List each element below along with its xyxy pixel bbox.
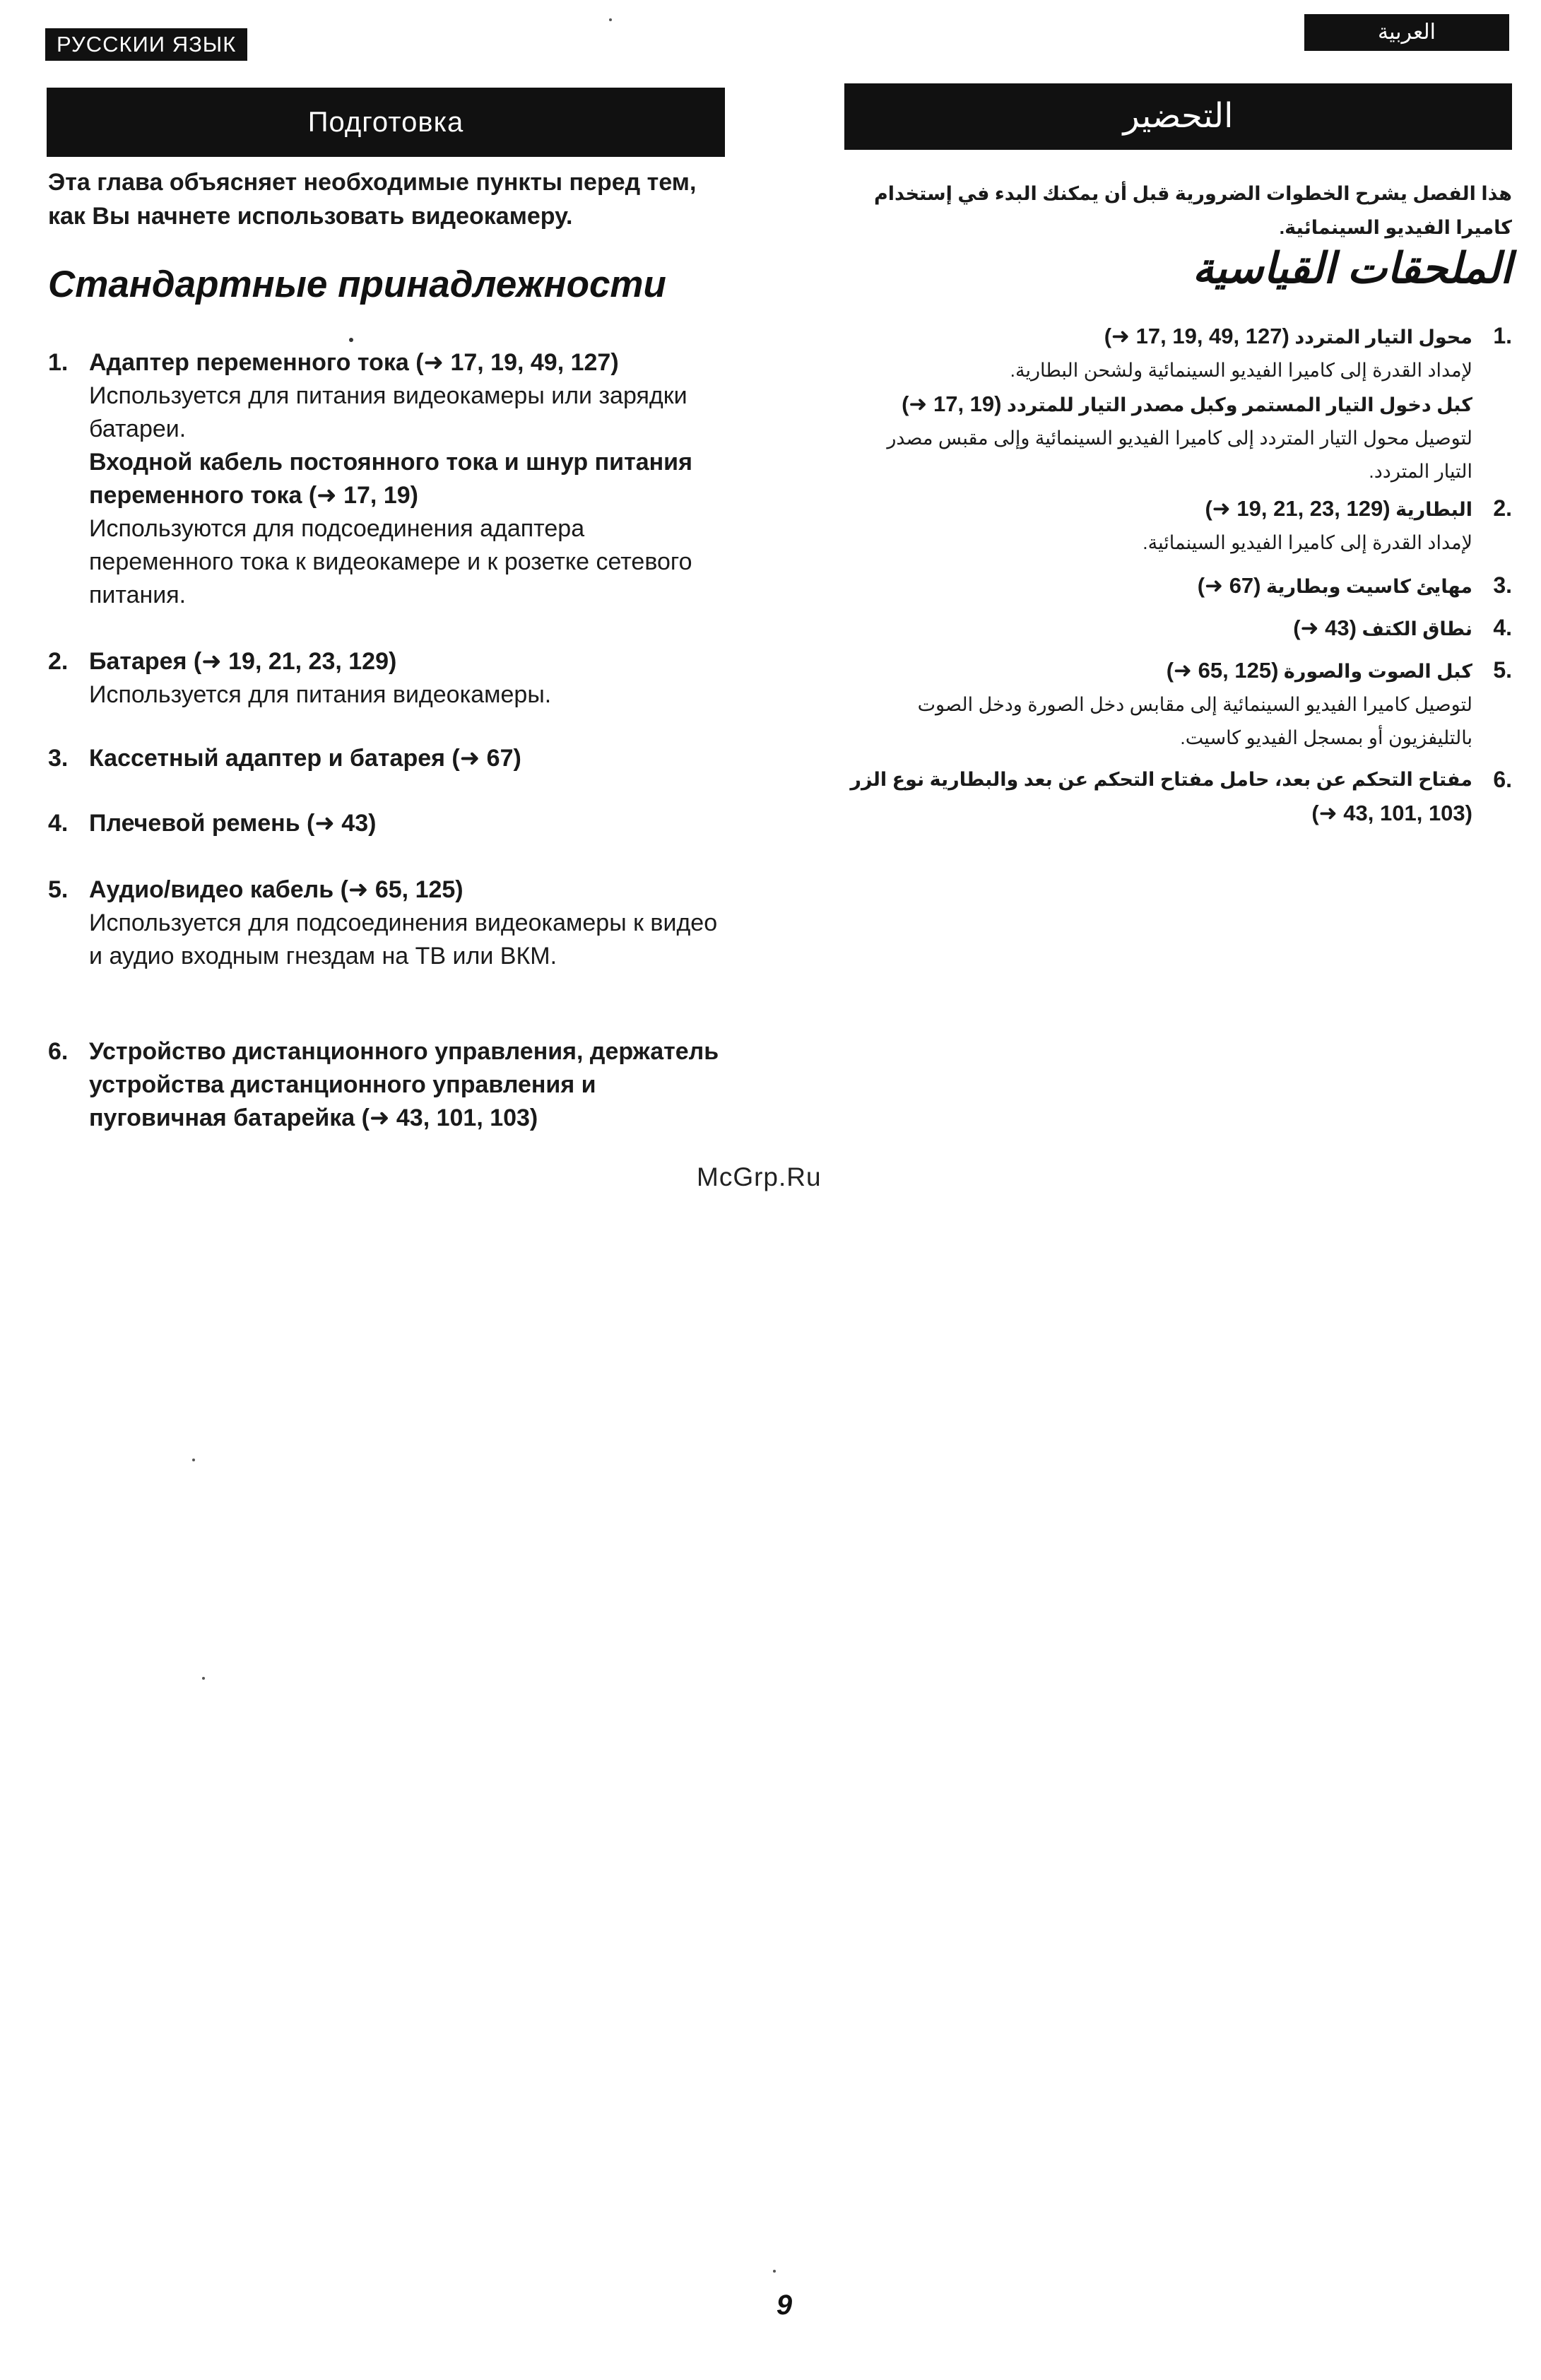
scan-speck [773,2270,776,2273]
list-item-ar-5 [844,654,1512,755]
item-title: البطارية [1395,499,1472,520]
item-title: Кассетный адаптер и батарея (➜ 67) [89,745,521,772]
item-title: Устройство дистанционного управления, держатель устройства дистанционного управления и пуговичная батарейка (➜ 43, 101, 103) [89,1038,719,1131]
item-title: Аудио/видео кабель (➜ 65, 125) [89,876,464,903]
item-subtitle: Входной кабель постоянного тока и шнур питания переменного тока (➜ 17, 19) [89,449,692,509]
item-number: 4. [48,810,69,837]
item-number: .2 [1493,495,1512,521]
intro-russian: Эта глава объясняет необходимые пункты перед тем, как Вы начнете использовать видеокамеру. [48,169,697,230]
item-title: Батарея (➜ 19, 21, 23, 129) [89,648,397,675]
scan-speck [202,1677,205,1680]
item-title: كبل الصوت والصورة [1283,661,1472,682]
list-item-ru-4 [48,807,726,840]
item-description: Используется для питания видеокамеры или зарядки батареи. [89,382,687,442]
item-page-reference: (➜ 17, 19, 49, 127) [1104,324,1289,348]
list-item-ru-3 [48,742,726,775]
item-title: محول التيار المتردد [1294,326,1472,348]
item-number: .1 [1493,323,1512,348]
item-description: Используется для питания видеокамеры. [89,681,552,708]
item-page-reference: (➜ 43, 101, 103) [1311,801,1472,825]
item-description: Используется для подсоединения видеокамеры к видео и аудио входным гнездам на ТВ или ВКМ. [89,909,718,970]
item-subtitle: كبل دخول التيار المستمر وكبل مصدر التيار للمتردد [1007,394,1472,416]
item-description: لإمداد القدرة إلى كاميرا الفيديو السينمائية ولشحن البطارية. [1010,360,1472,381]
watermark: McGrp.Ru [697,1162,822,1191]
item-description: لتوصيل كاميرا الفيديو السينمائية إلى مقابس دخل الصورة ودخل الصوت بالتليفزيون أو بمسجل الفيديو كاسيت. [917,694,1472,748]
heading-arabic: الملحقات القياسية [1192,245,1512,292]
item-number: .4 [1493,615,1512,640]
scan-speck [192,1459,195,1461]
item-page-reference: (➜ 67) [1197,573,1261,598]
item-title: مفتاح التحكم عن بعد، حامل مفتاح التحكم عن بعد والبطارية نوع الزر [850,769,1472,790]
item-number: 6. [48,1038,69,1065]
list-item-ru-2 [48,645,726,712]
list-item-ar-3 [844,569,1512,603]
item-number: 2. [48,648,69,675]
section-title-arabic: التحضير [844,83,1512,150]
item-number: .5 [1493,657,1512,683]
list-item-ar-2 [844,492,1512,560]
intro-arabic: هذا الفصل يشرح الخطوات الضرورية قبل أن يمكنك البدء في إستخدام كاميرا الفيديو السينمائية. [873,183,1512,238]
list-item-ru-6 [48,1035,726,1135]
item-sub-page-reference: (➜ 17, 19) [902,391,1002,416]
item-number: 1. [48,349,69,376]
print-dot [349,338,353,342]
item-number: .3 [1493,572,1512,598]
item-title: Плечевой ремень (➜ 43) [89,810,377,837]
item-number: 3. [48,745,69,772]
item-page-reference: (➜ 19, 21, 23, 129) [1205,496,1391,521]
section-title-russian: Подготовка [47,88,725,157]
item-page-reference: (➜ 43) [1293,615,1357,640]
item-title: Адаптер переменного тока (➜ 17, 19, 49, 127) [89,349,619,376]
item-sub-description: لتوصيل محول التيار المتردد إلى كاميرا الفيديو السينمائية وإلى مقبس مصدر التيار المتردد. [887,428,1472,482]
language-tag-arabic: العربية [1304,14,1509,51]
list-item-ru-5 [48,873,726,973]
list-item-ar-4 [844,611,1512,646]
item-number: 5. [48,876,69,903]
page-number: 9 [776,2290,793,2321]
heading-russian: Стандартные принадлежности [48,264,666,305]
item-title: مهايئ كاسيت وبطارية [1266,576,1472,597]
item-description: لإمداد القدرة إلى كاميرا الفيديو السينمائية. [1143,532,1472,553]
list-item-ar-6 [844,763,1512,831]
item-number: .6 [1493,767,1512,792]
list-item-ru-1 [48,346,726,612]
item-sub-description: Используются для подсоединения адаптера переменного тока к видеокамере и к розетке сетевого питания. [89,515,692,608]
scan-speck [609,18,612,21]
item-title: نطاق الكتف [1362,618,1472,640]
list-item-ar-1 [844,319,1512,488]
language-tag-russian: РУССКИИ ЯЗЫК [45,28,247,61]
item-page-reference: (➜ 65, 125) [1166,658,1279,683]
